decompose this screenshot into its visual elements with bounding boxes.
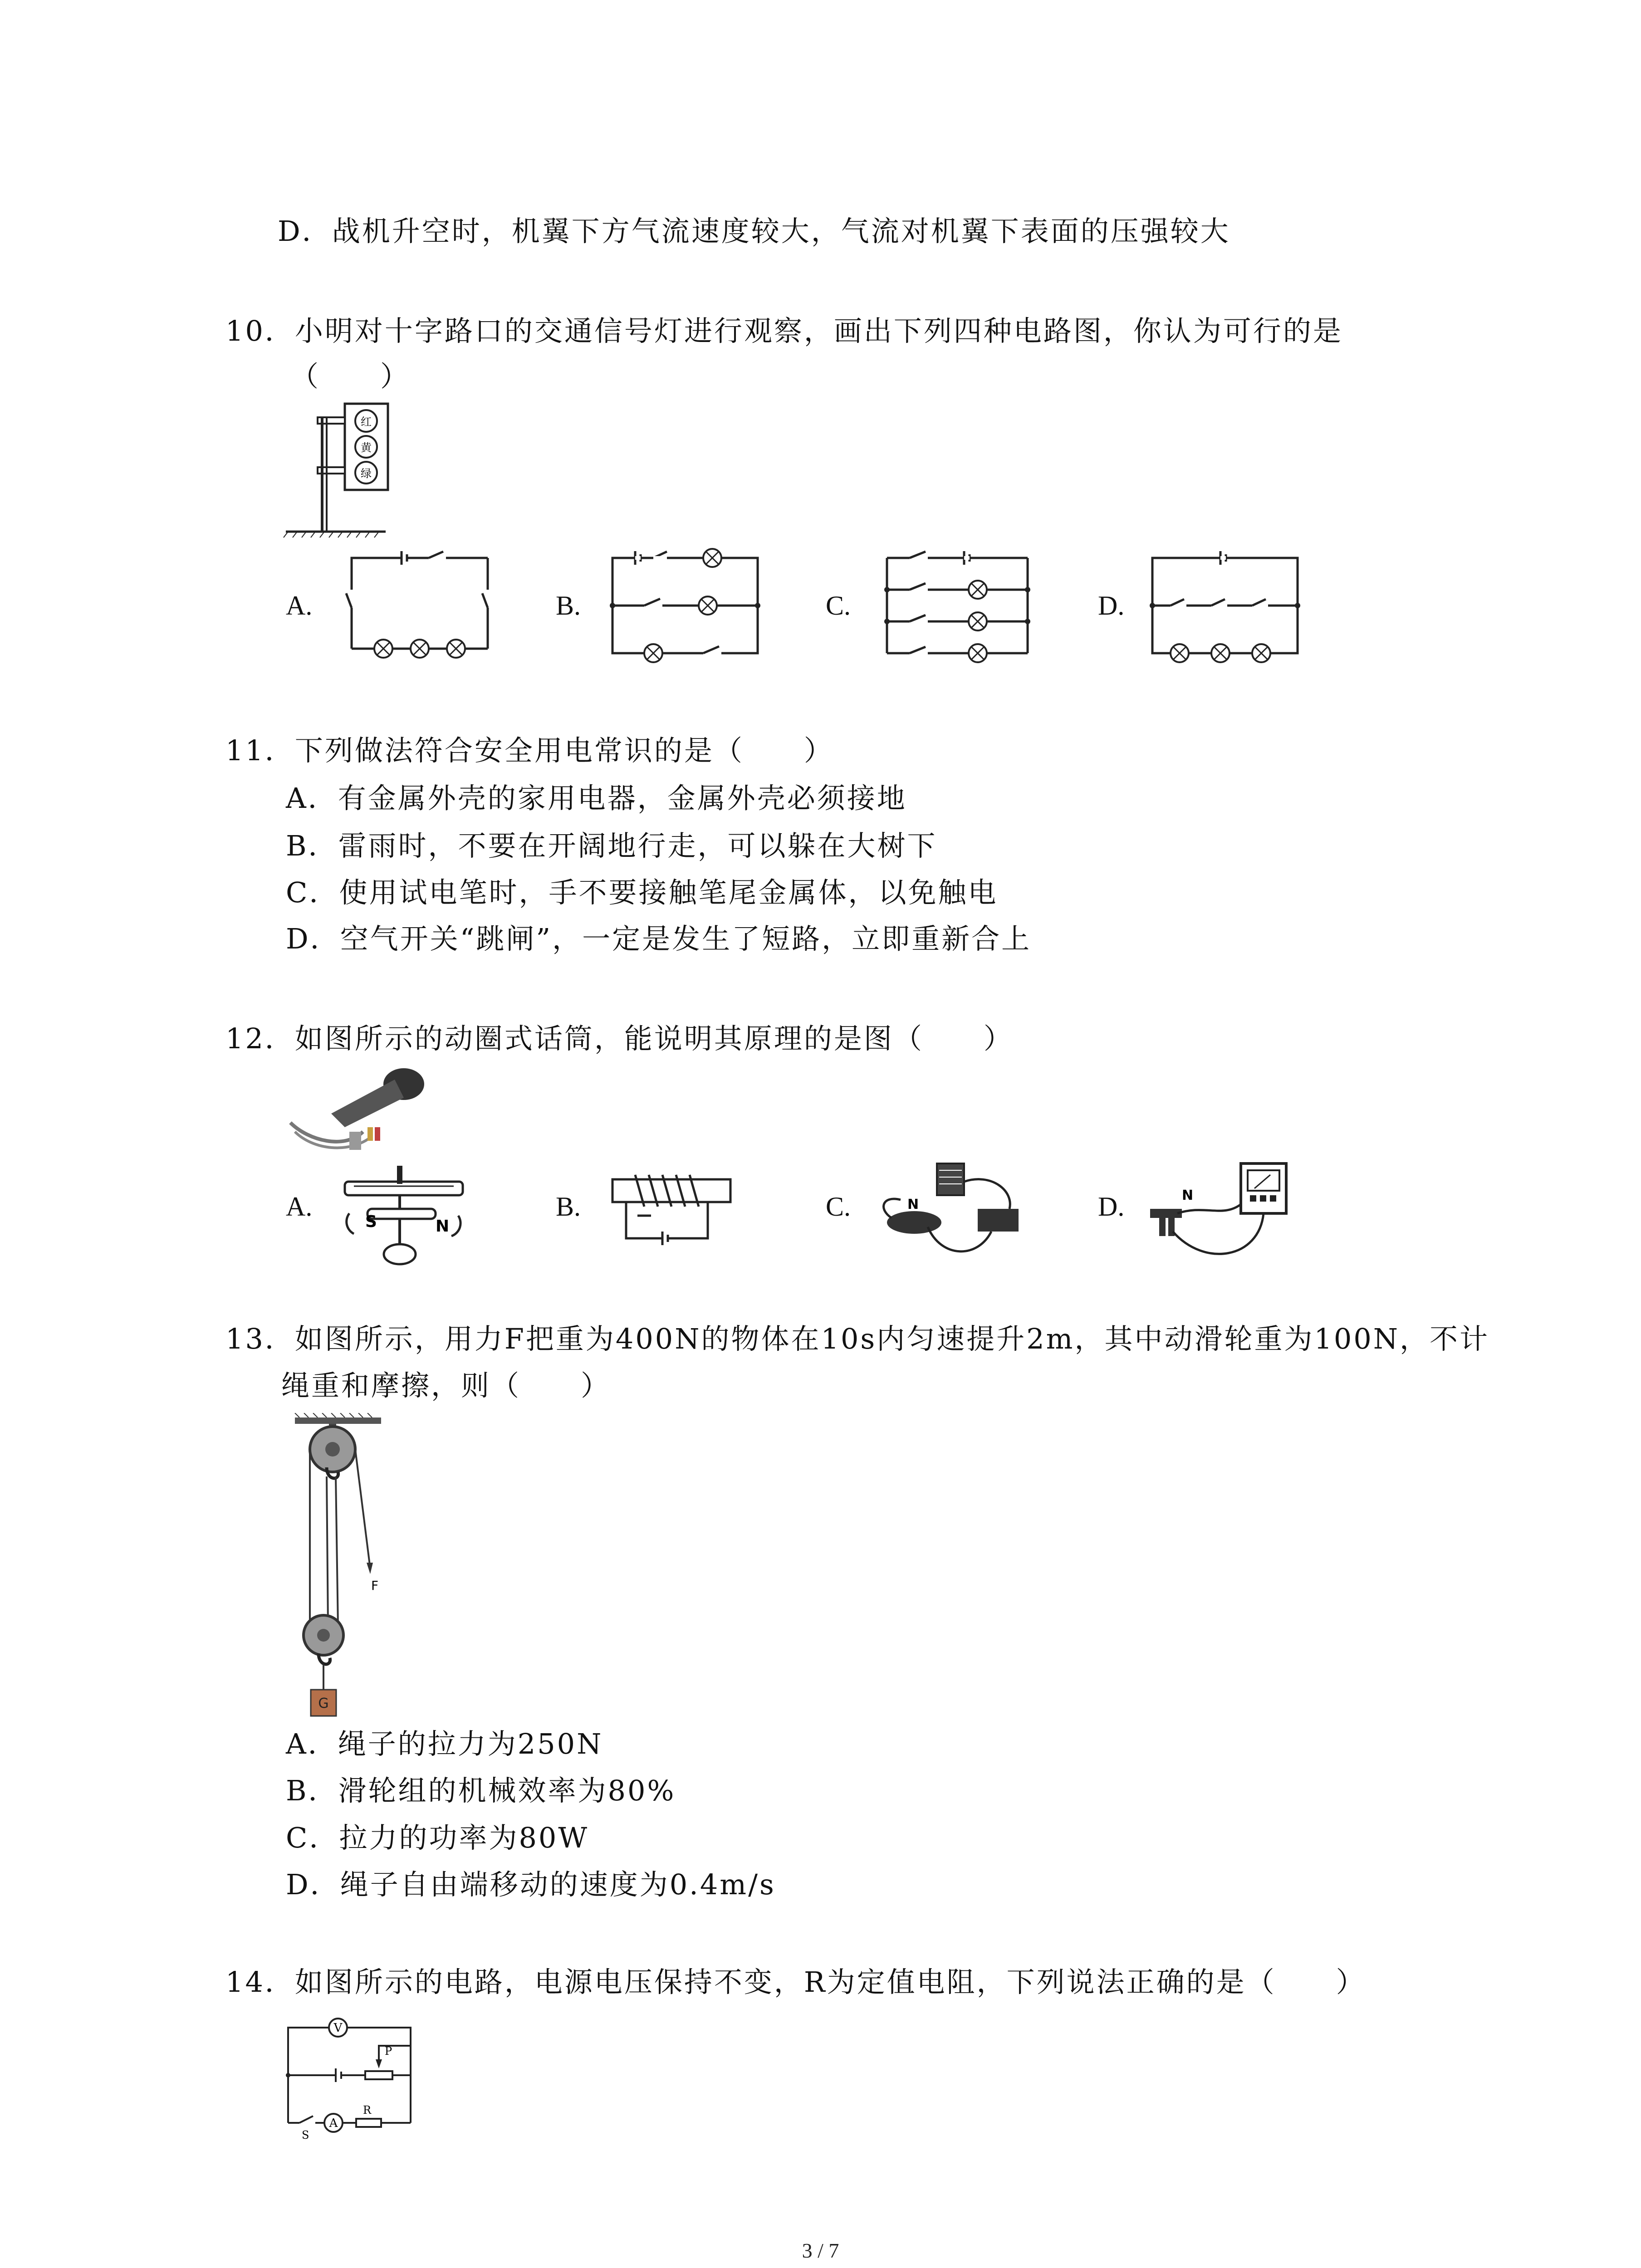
q13-stem-line2: 绳重和摩擦，则（ ） (281, 1369, 611, 1402)
q11-option-d: D．空气开关“跳闸”，一定是发生了短路，立即重新合上 (286, 922, 1032, 955)
resistor-r-label: R (363, 2104, 372, 2116)
q10-circuit-a (338, 544, 501, 676)
q10-option-a-label: A. (286, 591, 313, 621)
q11-option-b: B．雷雨时，不要在开阔地行走，可以躲在大树下 (286, 829, 937, 862)
q12-a-s-label: S (365, 1212, 377, 1231)
q12-figure-a (336, 1159, 472, 1272)
ammeter-label: A (329, 2116, 338, 2130)
q12-stem: 12．如图所示的动圈式话筒，能说明其原理的是图（ ） (225, 1022, 1014, 1055)
q13-option-c: C．拉力的功率为80W (286, 1821, 589, 1854)
q12-c-n-label: N (907, 1197, 919, 1212)
q10-circuit-b (603, 544, 767, 676)
traffic-light-figure (281, 399, 399, 544)
q11-option-a: A．有金属外壳的家用电器，金属外壳必须接地 (286, 782, 907, 815)
light-green-label: 绿 (361, 467, 372, 480)
microphone-figure (281, 1064, 426, 1159)
q10-circuit-c (873, 544, 1037, 676)
q10-stem: 10．小明对十字路口的交通信号灯进行观察，画出下列四种电路图，你认为可行的是 (225, 314, 1343, 347)
page-number: 3 / 7 (802, 2239, 839, 2262)
q10-circuit-d (1143, 544, 1307, 676)
light-yellow-label: 黄 (361, 441, 372, 454)
q10-paren: （ ） (290, 360, 411, 393)
q14-stem: 14．如图所示的电路，电源电压保持不变，R为定值电阻，下列说法正确的是（ ） (225, 1965, 1366, 1999)
q12-option-c-label: C. (826, 1192, 851, 1222)
switch-s-label: S (302, 2129, 309, 2141)
weight-g-label: G (318, 1696, 329, 1711)
q10-option-d-label: D. (1098, 591, 1125, 621)
pulley-figure (290, 1413, 399, 1721)
q12-option-a-label: A. (286, 1192, 313, 1222)
q13-option-a: A．绳子的拉力为250N (286, 1727, 603, 1760)
q10-option-c-label: C. (826, 591, 851, 621)
slider-p-label: P (385, 2045, 392, 2058)
q12-a-n-label: N (436, 1217, 450, 1236)
q11-option-c: C．使用试电笔时，手不要接触笔尾金属体，以免触电 (286, 876, 998, 909)
q12-figure-b (603, 1170, 740, 1252)
q12-figure-c (873, 1154, 1028, 1268)
q12-figure-d (1141, 1154, 1295, 1268)
q12-d-n-label: N (1182, 1188, 1194, 1203)
voltmeter-label: V (333, 2021, 343, 2035)
q13-option-b: B．滑轮组的机械效率为80% (286, 1774, 676, 1807)
q14-circuit-figure (281, 2005, 426, 2150)
q13-stem-line1: 13．如图所示，用力F把重为400N的物体在10s内匀速提升2m，其中动滑轮重为100N，不计 (225, 1322, 1490, 1355)
q13-option-d: D．绳子自由端移动的速度为0.4m/s (286, 1868, 776, 1901)
q11-stem: 11．下列做法符合安全用电常识的是（ ） (225, 734, 834, 767)
q10-option-b-label: B. (556, 591, 581, 621)
q12-option-d-label: D. (1098, 1192, 1125, 1222)
force-f-label: F (371, 1578, 379, 1593)
q12-option-b-label: B. (556, 1192, 581, 1222)
q9-option-d: D．战机升空时，机翼下方气流速度较大，气流对机翼下表面的压强较大 (278, 215, 1230, 248)
light-red-label: 红 (361, 415, 372, 428)
